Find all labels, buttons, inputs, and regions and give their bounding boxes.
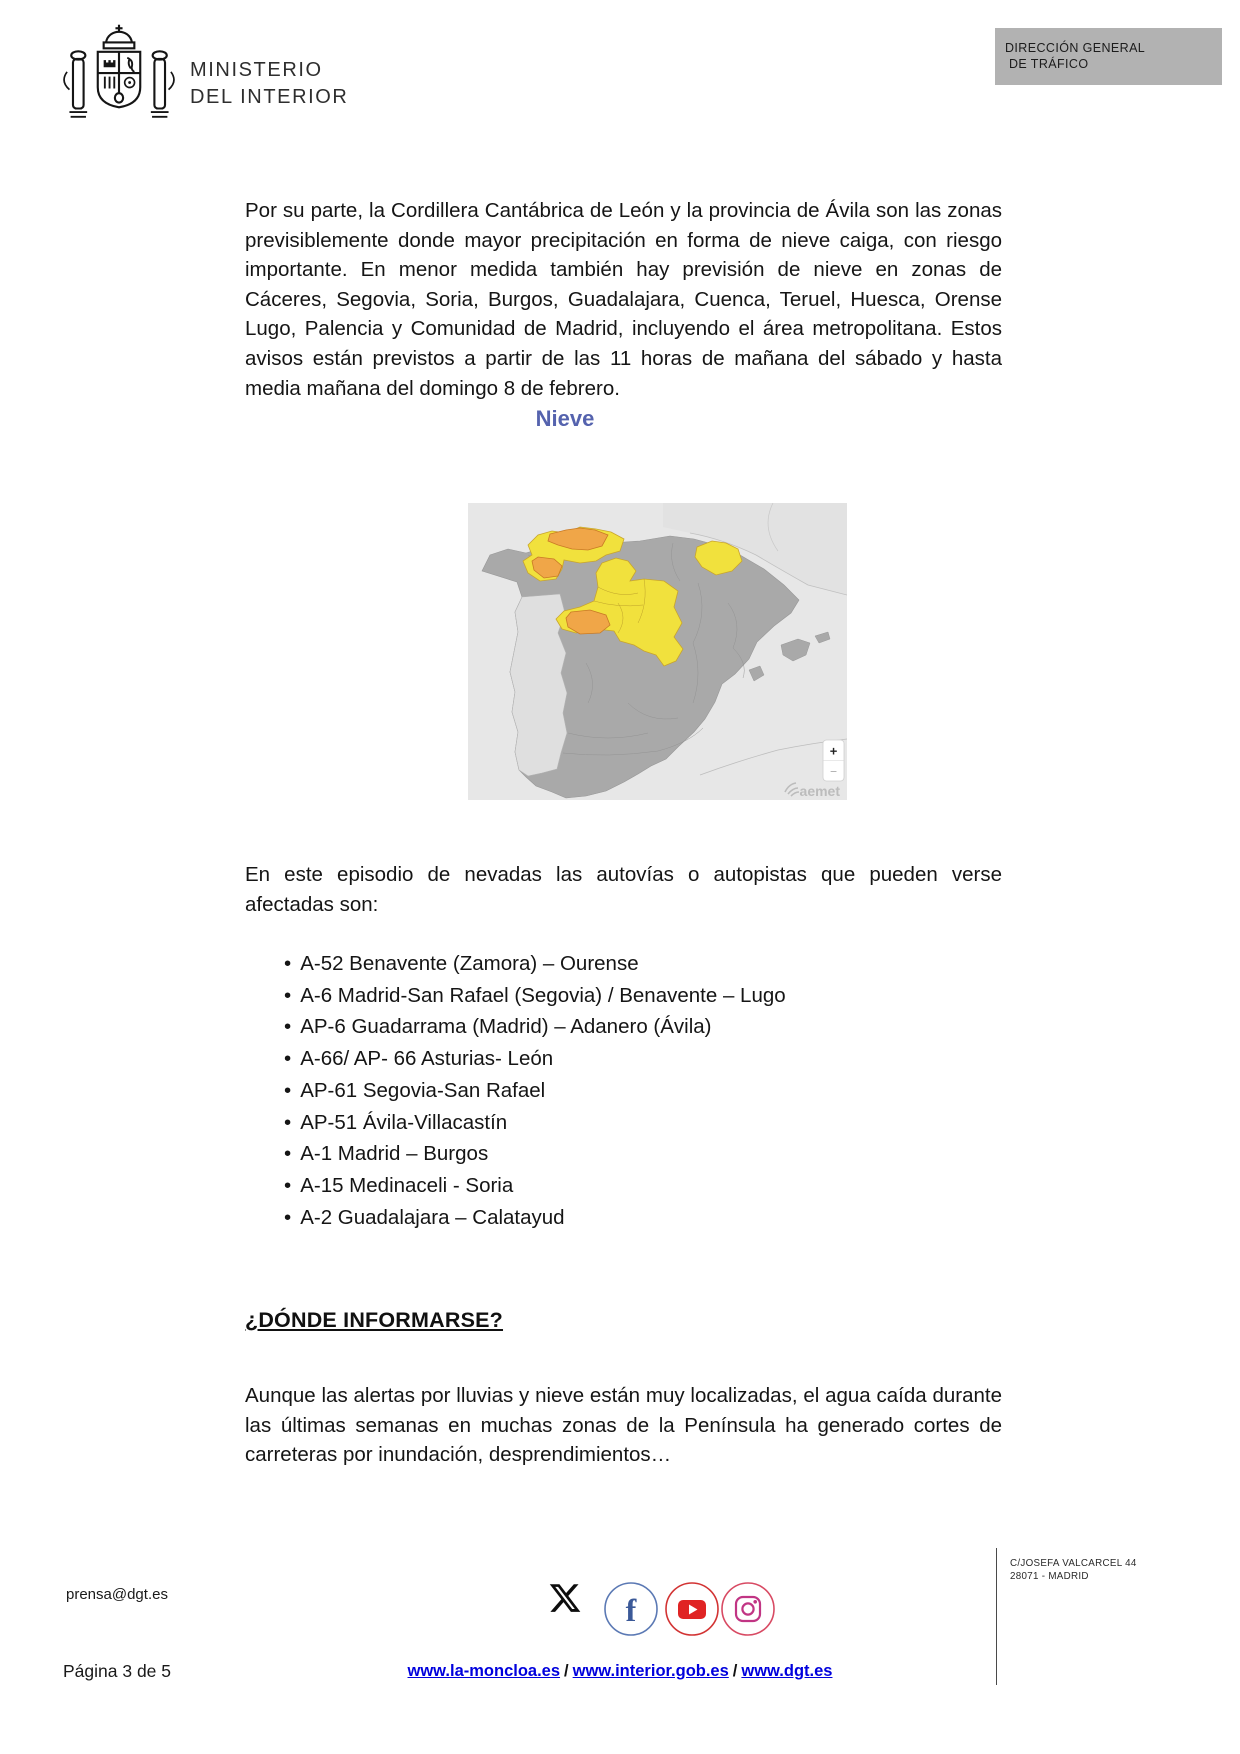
ministry-title bbox=[190, 57, 348, 111]
highway-list bbox=[284, 948, 786, 1233]
ministry-line1: MINISTERIO bbox=[190, 59, 323, 81]
highway-item: • AP-6 Guadarrama (Madrid) – Adanero (Ávila) bbox=[284, 1011, 786, 1043]
youtube-icon[interactable] bbox=[664, 1581, 720, 1637]
zoom-in-icon[interactable]: + bbox=[829, 743, 838, 759]
paragraph-snow-forecast: Por su parte, la Cordillera Cantábrica de León y la provincia de Ávila son las zonas previsiblemente donde mayor precipitación en forma de nieve caiga, con riesgo importante. En menor medida también hay previsión de nieve en zonas de Cáceres, Segovia, Soria, Burgos, Guadalajara, Cuenca, Teruel, Huesca, Orense Lugo, Palencia y Comunidad de Madrid, incluyendo el área metropolitana. Estos avisos están previstos a partir de las 11 horas de mañana del sábado y hasta media mañana del domingo 8 de febrero. bbox=[245, 199, 1002, 400]
facebook-icon[interactable] bbox=[603, 1581, 659, 1637]
spain-coat-of-arms-logo bbox=[60, 20, 178, 138]
highway-item: • A-1 Madrid – Burgos bbox=[284, 1138, 786, 1170]
highway-item: • A-15 Medinaceli - Soria bbox=[284, 1170, 786, 1202]
link-la-moncloa[interactable]: www.la-moncloa.es bbox=[407, 1662, 561, 1680]
section-heading-where-to-get-info: ¿DÓNDE INFORMARSE? bbox=[245, 1308, 504, 1332]
highway-item: • AP-51 Ávila-Villacastín bbox=[284, 1107, 786, 1139]
ministry-line2: DEL INTERIOR bbox=[190, 86, 349, 108]
address-line1: C/JOSEFA VALCARCEL 44 bbox=[1010, 1558, 1137, 1569]
map-title: Nieve bbox=[535, 406, 595, 431]
highway-item: • A-52 Benavente (Zamora) – Ourense bbox=[284, 948, 786, 980]
paragraph-alerts: Aunque las alertas por lluvias y nieve están muy localizadas, el agua caída durante las últimas semanas en muchas zonas de la Península ha generado cortes de carreteras por inundación, desprendimientos… bbox=[245, 1384, 1002, 1467]
highway-item: • AP-61 Segovia-San Rafael bbox=[284, 1075, 786, 1107]
highway-item: • A-2 Guadalajara – Calatayud bbox=[284, 1202, 786, 1234]
link-separator: / bbox=[732, 1662, 738, 1680]
office-address bbox=[1010, 1557, 1137, 1583]
link-separator: / bbox=[564, 1662, 569, 1680]
svg-text:f: f bbox=[625, 1592, 637, 1628]
address-line2: 28071 - MADRID bbox=[1010, 1571, 1089, 1582]
spain-warning-map bbox=[468, 503, 847, 800]
department-banner bbox=[995, 28, 1222, 85]
x-twitter-icon[interactable] bbox=[548, 1581, 582, 1615]
department-line1: DIRECCIÓN GENERAL bbox=[1005, 41, 1146, 55]
department-line2: DE TRÁFICO bbox=[1009, 57, 1089, 71]
instagram-icon[interactable] bbox=[720, 1581, 776, 1637]
link-interior[interactable]: www.interior.gob.es bbox=[572, 1662, 729, 1680]
highway-item: • A-66/ AP- 66 Asturias- León bbox=[284, 1043, 786, 1075]
link-dgt[interactable]: www.dgt.es bbox=[741, 1662, 833, 1680]
footer-links bbox=[245, 1662, 995, 1681]
aemet-watermark-label: aemet bbox=[799, 783, 840, 799]
zoom-out-icon[interactable]: − bbox=[829, 764, 838, 779]
press-email: prensa@dgt.es bbox=[66, 1586, 168, 1603]
footer-divider bbox=[996, 1548, 997, 1685]
paragraph-highways-intro: En este episodio de nevadas las autovías o autopistas que pueden verse afectadas son: bbox=[245, 863, 1002, 916]
highway-item: • A-6 Madrid-San Rafael (Segovia) / Benavente – Lugo bbox=[284, 980, 786, 1012]
map-zoom-control bbox=[823, 740, 844, 781]
page-number: Página 3 de 5 bbox=[63, 1661, 172, 1681]
